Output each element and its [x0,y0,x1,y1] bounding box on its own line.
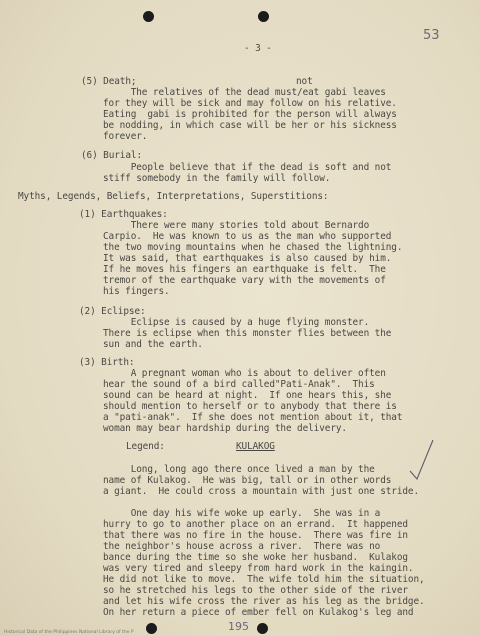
text-line: his fingers. [103,286,170,297]
folio-number: 53 [423,28,440,43]
text-line: for they will be sick and may follow on his relative. [103,98,397,109]
legend-title: KULAKOG [236,441,275,452]
text-line: hurry to go to another place on an errand. It happened [103,519,408,530]
text-line: that there was no fire in the house. There was fire in [103,530,408,541]
text-line: was very tired and sleepy from hard work in the kaingin. [103,563,414,574]
text-line: tremor of the earthquake vary with the movements of [103,275,386,286]
text-line: There were many stories told about Bernardo [103,220,370,231]
punch-hole [143,11,154,22]
text-line: and let his wife cross the river as his leg as the bridge. [103,596,425,607]
text-line: Long, long ago there once lived a man by the [103,464,375,475]
text-line: woman may bear hardship during the delivery. [103,423,347,434]
section-heading-birth: (3) Birth: [79,357,135,368]
punch-hole [257,623,268,634]
text-line: sun and the earth. [103,339,203,350]
text-line: Eclipse is caused by a huge flying monster. [103,317,370,328]
text-line: On her return a piece of ember fell on Kulakog's leg and [103,607,414,618]
myths-heading: Myths, Legends, Beliefs, Interpretations, Superstitions: [18,191,329,202]
text-line: the two moving mountains when he chased the lightning. [103,242,403,253]
punch-hole [146,623,157,634]
section-heading-eclipse: (2) Eclipse: [79,306,146,317]
section-heading-death: (5) Death; [81,76,137,87]
text-line: hear the sound of a bird called"Pati-Anak". This [103,379,375,390]
text-line: stiff somebody in the family will follow. [103,173,331,184]
text-line: He did not like to move. The wife told him the situation, [103,574,425,585]
text-line: It was said, that earthquakes is also caused by him. [103,253,392,264]
punch-hole [258,11,269,22]
text-line: so he stretched his legs to the other side of the river [103,585,408,596]
text-line: be nodding, in which case will be her or his sickness [103,120,397,131]
page-number: - 3 - [244,43,272,54]
text-line: the neighbor's house across a river. There was no [103,541,381,552]
text-line: The relatives of the dead must/eat gabi leaves [103,87,386,98]
text-line: should mention to herself or to anybody that there is [103,401,397,412]
archive-footer: Historical Data of the Philippines National Library of the P [4,630,134,635]
text-line: name of Kulakog. He was big, tall or in other words [103,475,392,486]
text-line: sound can be heard at night. If one hears this, she [103,390,392,401]
text-line: forever. [103,131,148,142]
text-line: There is eclipse when this monster flies between the [103,328,392,339]
text-line: Carpio. He was known to us as the man who supported [103,231,392,242]
text-line: a "pati-anak". If she does not mention about it, that [103,412,403,423]
section-heading-earthquakes: (1) Earthquakes: [79,209,168,220]
text-line: One day his wife woke up early. She was in a [103,508,381,519]
handwritten-page-number: 195 [228,620,249,633]
section-heading-burial: (6) Burial: [81,150,142,161]
text-line: People believe that if the dead is soft and not [103,162,392,173]
text-line: bance during the time so she woke her husband. Kulakog [103,552,408,563]
text-line: Eating gabi is prohibited for the person will always [103,109,397,120]
typed-insert: not [296,76,313,87]
checkmark-icon [408,438,436,482]
legend-label: Legend: [126,441,165,452]
text-line: If he moves his fingers an earthquake is felt. The [103,264,386,275]
text-line: A pregnant woman who is about to deliver often [103,368,386,379]
text-line: a giant. He could cross a mountain with just one stride. [103,486,420,497]
